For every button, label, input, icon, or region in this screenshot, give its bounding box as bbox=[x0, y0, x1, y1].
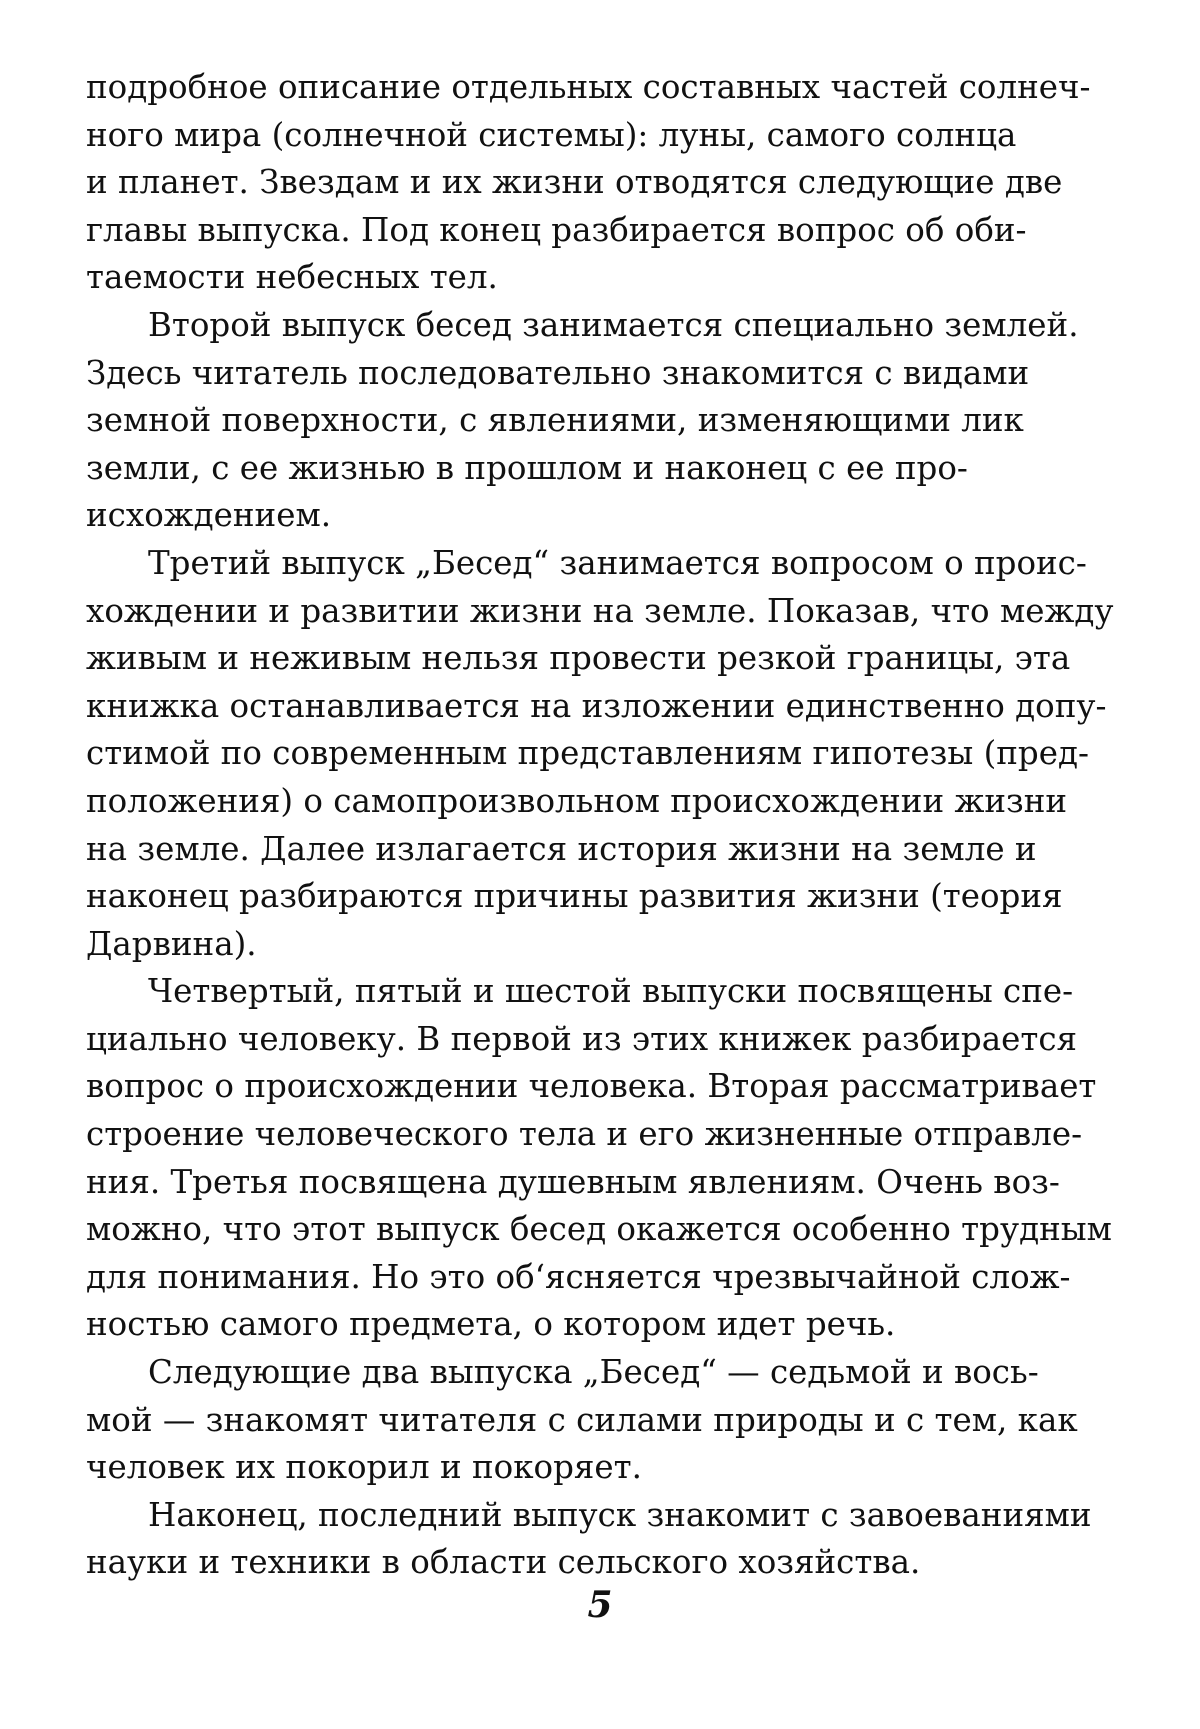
paragraph-6: Наконец, последний выпуск знакомит с завоеваниями науки и техники в области сельского хозяйства. bbox=[86, 1495, 1092, 1582]
page-number: 5 bbox=[587, 1584, 613, 1626]
paragraph-4: Четвертый, пятый и шестой выпуски посвящены спе- циально человеку. В первой из этих книжек разбирается вопрос о происхождении человека. Вторая рассматривает строение человеческого тела и его жизненные отправле- ния. Третья посвящена душевным явлениям. Очень воз- можно, что этот выпуск бесед окажется особенно трудным для понимания. Но это об‘ясняется чрезвычайной слож- ностью самого предмета, о котором идет речь. bbox=[86, 972, 1112, 1344]
paragraph-2: Второй выпуск бесед занимается специально землей. Здесь читатель последовательно знакомится с видами земной поверхности, с явлениями, изменяющими лик земли, с ее жизнью в прошлом и наконец с ее про- исхождением. bbox=[86, 305, 1079, 535]
page-body bbox=[86, 64, 1126, 1587]
paragraph-5: Следующие два выпуска „Бесед“ — седьмой и вось- мой — знакомят читателя с силами природы и с тем, как человек их покорил и покоряет. bbox=[86, 1353, 1078, 1487]
paragraph-1: подробное описание отдельных составных частей солнеч- ного мира (солнечной системы): луны, самого солнца и планет. Звездам и их жизни отводятся следующие две главы выпуска. Под конец разбирается вопрос об оби- таемости небесных тел. bbox=[86, 68, 1091, 297]
paragraph-3: Третий выпуск „Бесед“ занимается вопросом о проис- хождении и развитии жизни на земле. Показав, что между живым и неживым нельзя провести резкой границы, эта книжка останавливается на изложении единственно допу- стимой по современным представлениям гипотезы (пред- положения) о самопроизвольном происхождении жизни на земле. Далее излагается история жизни на земле и наконец разбираются причины развития жизни (теория Дарвина). bbox=[86, 543, 1114, 963]
